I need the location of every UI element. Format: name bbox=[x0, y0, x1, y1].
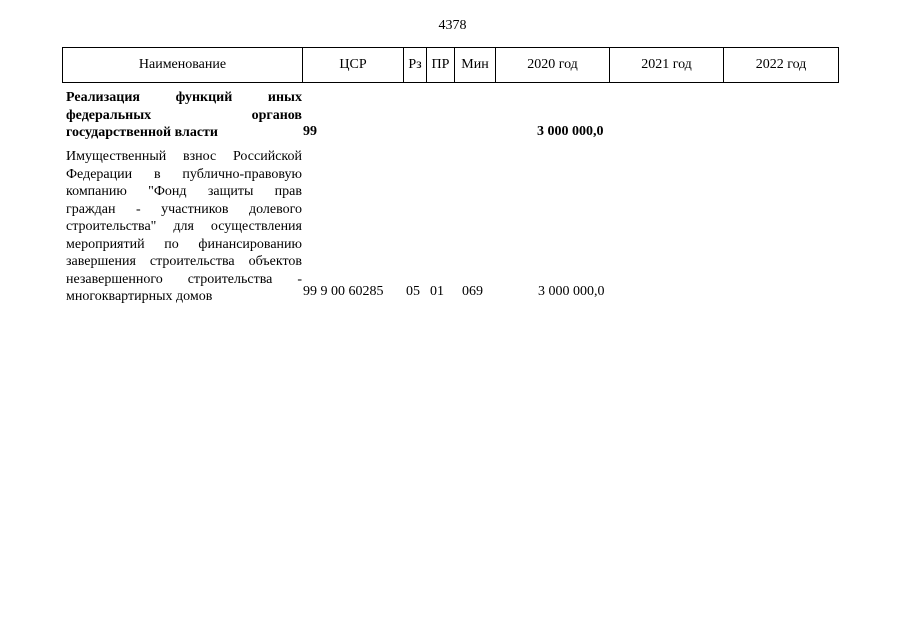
row-name-line: граждан - участников долевого bbox=[66, 201, 302, 217]
header-name: Наименование bbox=[63, 48, 303, 83]
row-name-line: мероприятий по финансированию bbox=[66, 236, 302, 252]
row-name-line: компанию "Фонд защиты прав bbox=[66, 184, 302, 199]
row-name-line: Имущественный взнос Российской bbox=[66, 149, 302, 164]
row-name-line: завершения строительства объектов bbox=[66, 254, 302, 269]
row-name-line: Федерации в публично-правовую bbox=[66, 166, 302, 182]
header-2021: 2021 год bbox=[610, 48, 724, 83]
header-2022: 2022 год bbox=[724, 48, 839, 83]
row-2020: 3 000 000,0 bbox=[537, 124, 604, 139]
row-rz: 05 bbox=[406, 284, 420, 299]
table-header bbox=[62, 47, 839, 83]
row-min: 069 bbox=[462, 284, 483, 299]
row-name bbox=[66, 148, 302, 306]
row-name-line: многоквартирных домов bbox=[66, 289, 213, 304]
row-csr: 99 9 00 60285 bbox=[303, 284, 384, 299]
page-number: 4378 bbox=[438, 18, 467, 33]
row-name-line: федеральных органов bbox=[66, 107, 302, 123]
header-pr: ПР bbox=[427, 48, 455, 83]
table-row bbox=[62, 89, 842, 149]
header-csr: ЦСР bbox=[303, 48, 404, 83]
row-name-line: строительства" для осуществления bbox=[66, 219, 302, 234]
row-csr: 99 bbox=[303, 124, 317, 139]
table-row bbox=[62, 148, 842, 308]
row-name bbox=[66, 89, 302, 142]
row-name-line: незавершенного строительства - bbox=[66, 271, 302, 287]
header-rz: Рз bbox=[404, 48, 427, 83]
row-name-line: Реализация функций иных bbox=[66, 90, 302, 105]
row-name-line: государственной власти bbox=[66, 125, 218, 140]
header-2020: 2020 год bbox=[496, 48, 610, 83]
row-pr: 01 bbox=[430, 284, 444, 299]
header-min: Мин bbox=[455, 48, 496, 83]
row-2020: 3 000 000,0 bbox=[538, 284, 605, 299]
